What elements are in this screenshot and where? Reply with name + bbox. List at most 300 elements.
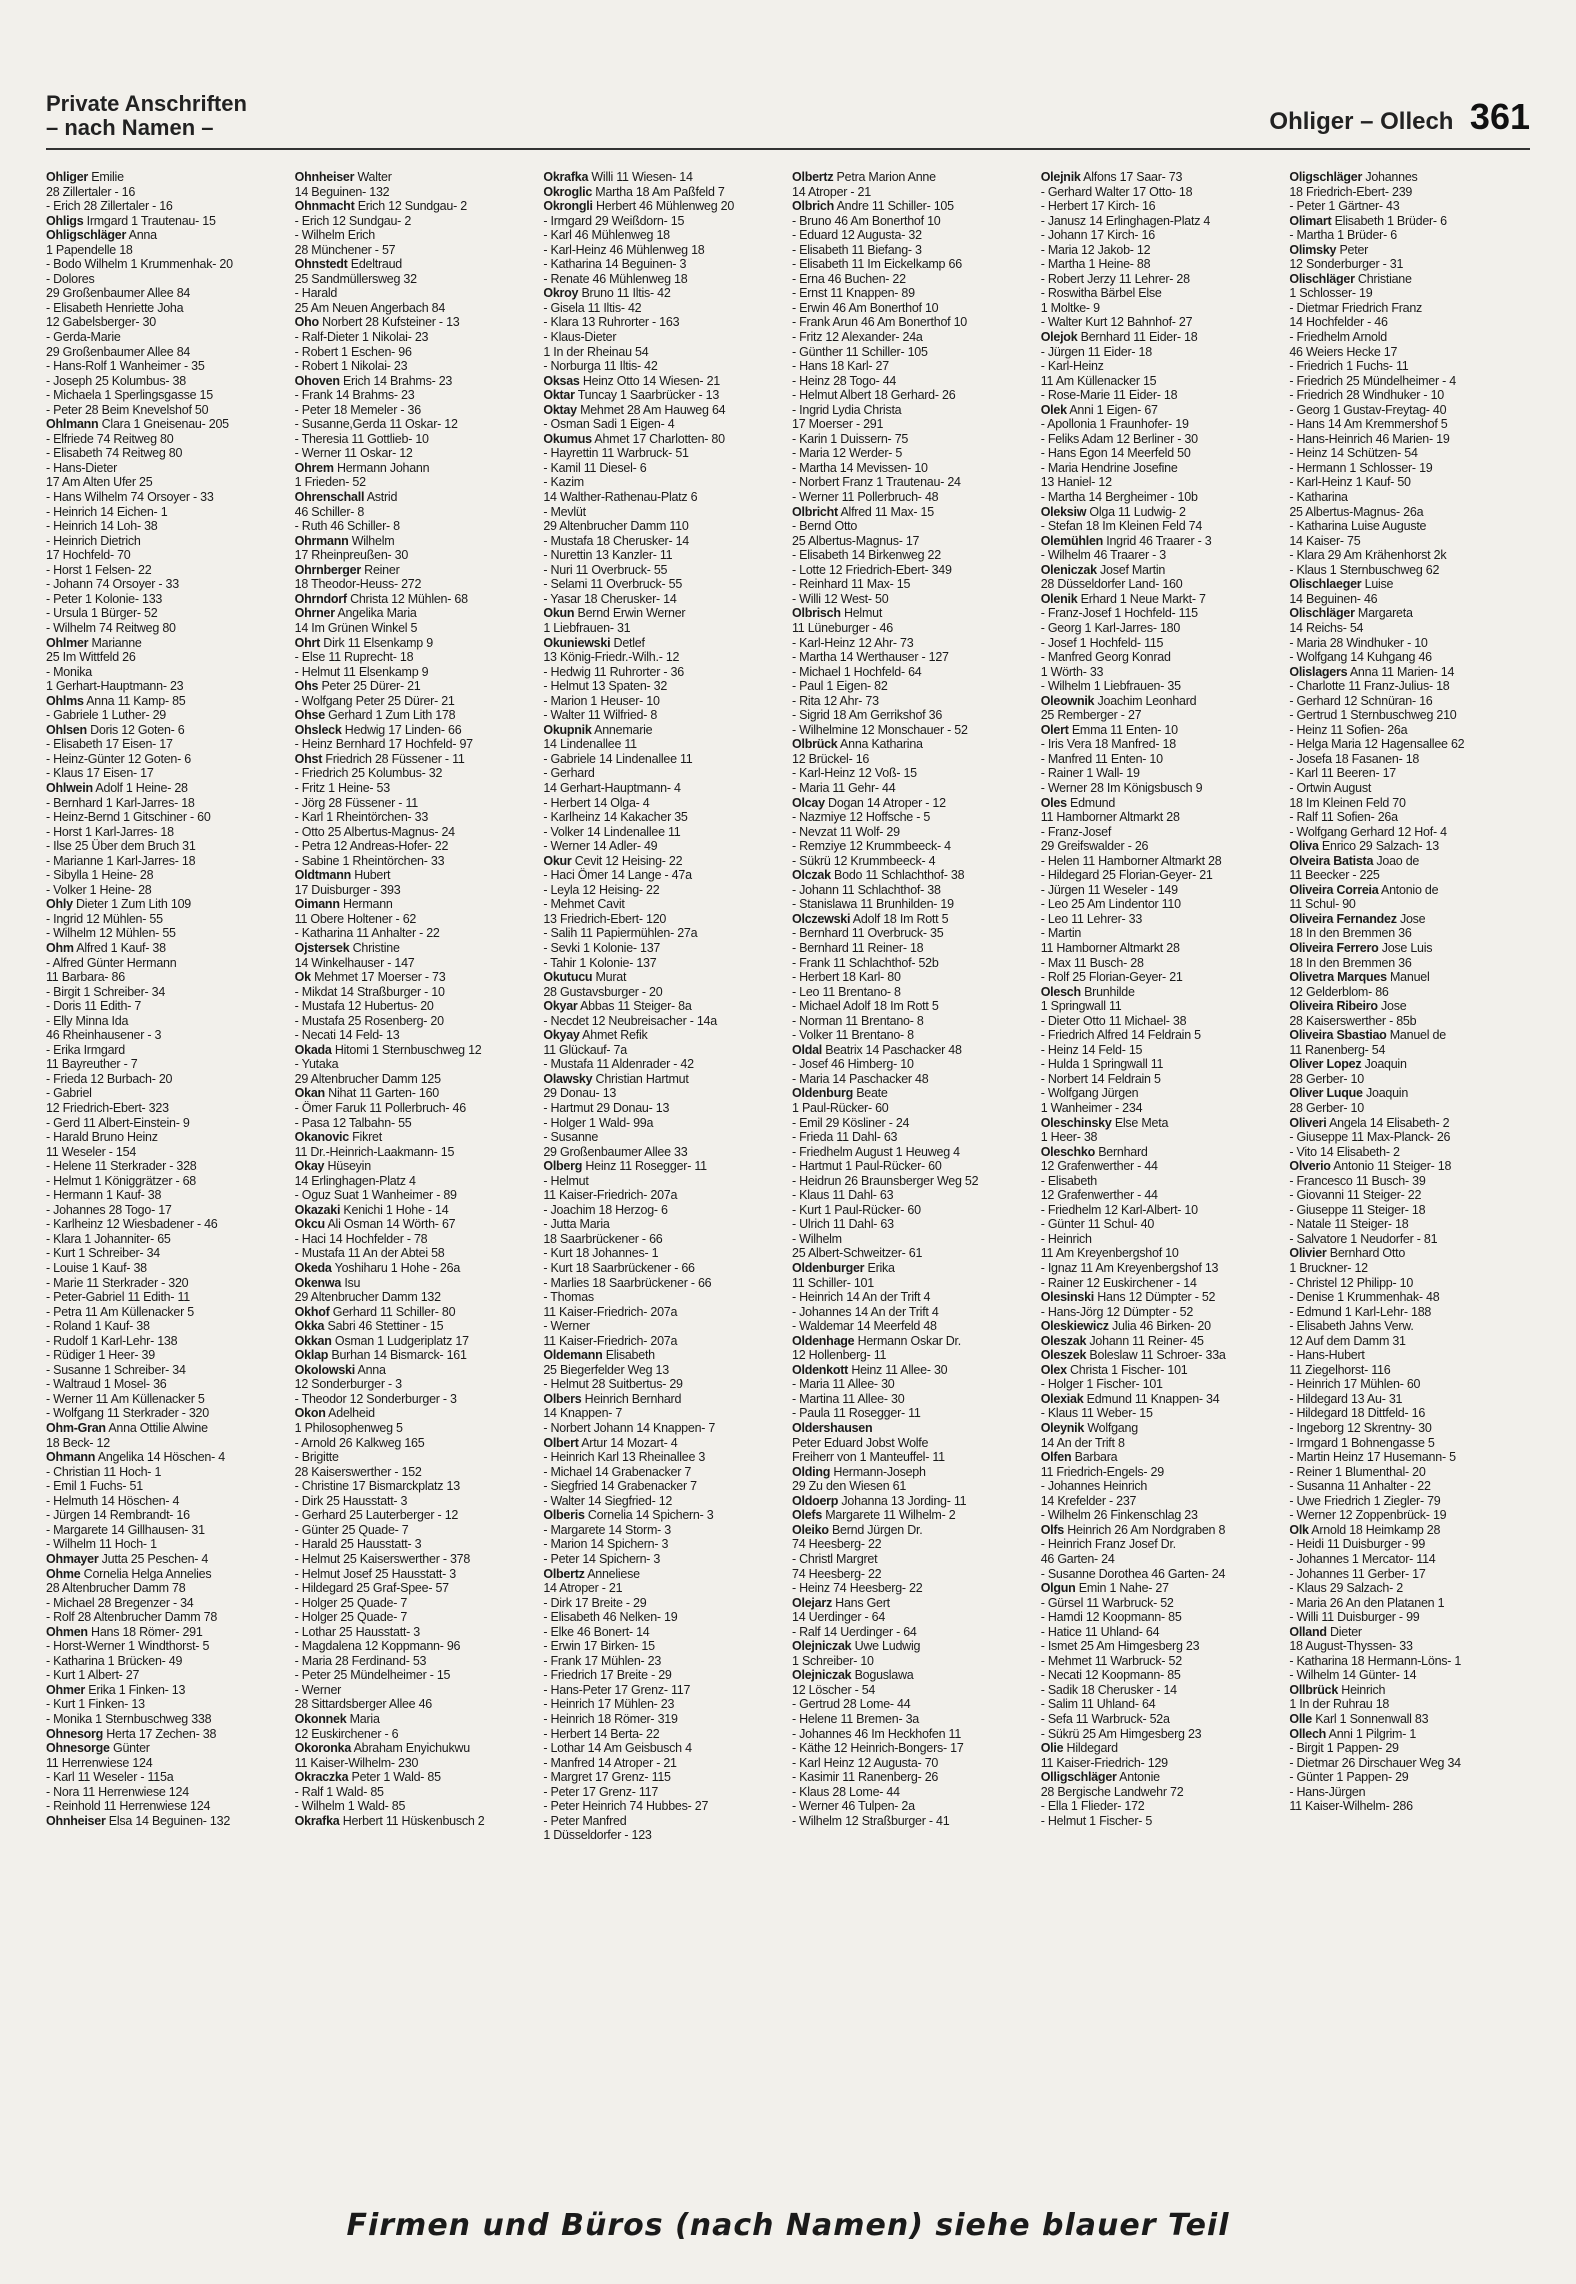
directory-entry: 1 Düsseldorfer - 123 [543,1828,652,1843]
directory-entry: - Karl Heinz 12 Augusta- 70 [792,1755,939,1770]
directory-entry: Oliver Luque Joaquin [1289,1086,1409,1101]
directory-entry: - Ilse 25 Über dem Bruch 31 [46,839,196,854]
directory-entry: - Friedhelm 12 Karl-Albert- 10 [1040,1202,1198,1217]
directory-entry: - Martin [1040,926,1082,941]
directory-entry: - Holger 25 Quade- 7 [294,1610,408,1625]
surname: Okrafka [294,1813,340,1828]
directory-entry: - Kurt 1 Albert- 27 [46,1668,140,1683]
directory-entry: Okcu Ali Osman 14 Wörth- 67 [294,1217,456,1232]
directory-entry: Peter Eduard Jobst Wolfe [792,1435,929,1450]
directory-entry: - Christel 12 Philipp- 10 [1289,1275,1414,1290]
directory-entry: Okoronka Abraham Enyichukwu [294,1741,470,1756]
directory-entry: - Sigrid 18 Am Gerrikshof 36 [792,708,943,723]
directory-entry: - Wilhelm Erich [294,228,375,243]
directory-entry: - Hildegard 25 Graf-Spee- 57 [294,1581,449,1596]
directory-entry: - Salim 11 Uhland- 64 [1040,1697,1156,1712]
directory-entry: - Werner [543,1319,590,1334]
directory-entry: - Michael Adolf 18 Im Rott 5 [792,999,939,1014]
directory-entry: - Günter 11 Schul- 40 [1040,1217,1155,1232]
directory-entry: - Monika 1 Sternbuschweg 338 [46,1711,212,1726]
directory-entry: - Kurt 1 Paul-Rücker- 60 [792,1202,921,1217]
directory-entry: - Klaus 11 Dahl- 63 [792,1188,894,1203]
directory-entry: - Heinz 14 Schützen- 54 [1289,446,1418,461]
directory-entry: 17 Duisburger - 393 [294,882,401,897]
directory-entry: Ojstersek Christine [294,940,400,955]
directory-entry: 13 König-Friedr.-Wilh.- 12 [543,650,680,665]
directory-entry: - Katharina [1289,490,1348,505]
directory-entry: - Frank 11 Schlachthof- 52b [792,955,939,970]
directory-entry: Okumus Ahmet 17 Charlotten- 80 [543,431,725,446]
directory-entry: 11 Bayreuther - 7 [46,1057,138,1072]
directory-entry: Oldoerp Johanna 13 Jording- 11 [792,1493,967,1508]
directory-entry: 11 Ziegelhorst- 116 [1289,1362,1391,1377]
directory-entry: - Hermann 1 Schlosser- 19 [1289,460,1433,475]
surname: Okyay [543,1028,580,1043]
directory-entry: - Heinz Bernhard 17 Hochfeld- 97 [294,737,473,752]
surname: Ohoven [294,373,340,388]
directory-entry: 18 Theodor-Heuss- 272 [294,577,422,592]
surname: Olimsky [1289,242,1337,257]
directory-entry: Ohmen Hans 18 Römer- 291 [46,1624,203,1639]
directory-entry: 11 Hamborner Altmarkt 28 [1040,810,1180,825]
directory-entry: - Monika [46,664,92,679]
surname: Oliver Luque [1289,1086,1363,1101]
directory-entry: - Katharina 18 Hermann-Löns- 1 [1289,1653,1462,1668]
directory-entry: - Robert 1 Nikolai- 23 [294,359,408,374]
directory-entry: Olle Karl 1 Sonnenwall 83 [1289,1711,1429,1726]
directory-entry: - Doris 11 Edith- 7 [46,999,142,1014]
directory-entry: - Heinrich Dietrich [46,533,141,548]
directory-entry: Olbert Artur 14 Mozart- 4 [543,1435,678,1450]
directory-entry: Olbricht Alfred 11 Max- 15 [792,504,934,519]
directory-entry: Oleszek Boleslaw 11 Schroer- 33a [1040,1348,1226,1363]
surname: Okutucu [543,970,593,985]
directory-entry: Okrafka Willi 11 Wiesen- 14 [543,170,693,184]
directory-entry: - Peter Manfred [543,1813,627,1828]
surname: Ohligschläger [46,228,127,243]
directory-entry: - Michael 14 Grabenacker 7 [543,1464,692,1479]
directory-entry: - Peter 17 Grenz- 117 [543,1784,659,1799]
directory-entry: Okyar Abbas 11 Steiger- 8a [543,999,692,1014]
directory-entry: Oleynik Wolfgang [1040,1421,1138,1436]
directory-entry: - Wolfgang Gerhard 12 Hof- 4 [1289,824,1447,839]
directory-entry: 28 Kaiserswerther - 85b [1289,1013,1417,1028]
directory-entry: - Petra 12 Andreas-Hofer- 22 [294,839,449,854]
directory-entry: - Manfred 11 Enten- 10 [1040,751,1163,766]
directory-entry: 11 Hamborner Altmarkt 28 [1040,940,1180,955]
directory-entry: Ohnheiser Walter [294,170,392,184]
directory-entry: 1 Schreiber- 10 [792,1653,874,1668]
surname: Olischläger [1289,271,1355,286]
surname: Oliveri [1289,1115,1327,1130]
directory-entry: - Volker 11 Brentano- 8 [792,1028,914,1043]
directory-entry: Olbers Heinrich Bernhard [543,1391,682,1406]
surname: Olex [1040,1362,1067,1377]
surname: Ohlmer [46,635,89,650]
directory-entry: Ohse Gerhard 1 Zum Lith 178 [294,708,456,723]
directory-entry: - Mehmet 11 Warbruck- 52 [1040,1653,1182,1668]
directory-entry: 74 Heesberg- 22 [792,1566,882,1581]
directory-entry: - Haci 14 Hochfelder - 78 [294,1231,428,1246]
directory-entry: - Yutaka [294,1057,339,1072]
directory-entry: - Mikdat 14 Straßburger - 10 [294,984,445,999]
directory-entry: - Salvatore 1 Neudorfer - 81 [1289,1231,1438,1246]
directory-entry: - Karlheinz 14 Kakacher 35 [543,810,688,825]
directory-entry: - Martha 14 Mevissen- 10 [792,460,928,475]
directory-entry: Ohnheiser Elsa 14 Beguinen- 132 [46,1813,231,1828]
directory-entry: - Ralf 14 Uerdinger - 64 [792,1624,917,1639]
directory-entry: - Dolores [46,271,95,286]
directory-entry: - Paul 1 Eigen- 82 [792,679,888,694]
directory-entry: - Helene 11 Sterkrader - 328 [46,1159,197,1174]
directory-entry: - Kamil 11 Diesel- 6 [543,460,647,475]
surname: Olbert [543,1435,579,1450]
directory-entry: - Hayrettin 11 Warbruck- 51 [543,446,689,461]
directory-entry: Okutucu Murat [543,970,627,985]
directory-entry: - Jürgen 14 Rembrandt- 16 [46,1508,190,1523]
directory-entry: - Nora 11 Herrenwiese 124 [46,1784,189,1799]
directory-entry: - Kurt 18 Johannes- 1 [543,1246,659,1261]
surname: Olert [1040,722,1069,737]
directory-entry: - Friedhelm Arnold [1289,330,1387,345]
directory-entry: - Lothar 14 Am Geisbusch 4 [543,1741,692,1756]
directory-entry: 12 Gabelsberger- 30 [46,315,156,330]
directory-entry: - Norbert 14 Feldrain 5 [1040,1071,1161,1086]
directory-entry: 11 Schiller- 101 [792,1275,874,1290]
directory-entry: Oktar Tuncay 1 Saarbrücker - 13 [543,388,720,403]
directory-entry: 14 Erlinghagen-Platz 4 [294,1173,416,1188]
surname: Oliveira Ribeiro [1289,999,1378,1014]
directory-entry: - Dietmar 26 Dirschauer Weg 34 [1289,1755,1461,1770]
directory-entry: - Hans-Hubert [1289,1348,1365,1363]
directory-entry: 25 Remberger - 27 [1040,708,1142,723]
directory-entry: 11 Barbara- 86 [46,970,125,985]
directory-entry: - Heinz-Bernd 1 Gitschiner - 60 [46,810,211,825]
directory-entry: - Elisabeth 11 Im Eickelkamp 66 [792,257,962,272]
directory-entry: Oliveira Ferrero Jose Luis [1289,940,1433,955]
directory-entry: Olejok Bernhard 11 Eider- 18 [1040,330,1198,345]
directory-entry: - Selami 11 Overbruck- 55 [543,577,683,592]
directory-entry: 1 Wörth- 33 [1040,664,1104,679]
surname: Olveira Batista [1289,853,1374,868]
directory-entry: - Wilhelm 14 Günter- 14 [1289,1668,1417,1683]
directory-entry: Olischläger Margareta [1289,606,1413,621]
directory-entry: Oleschinsky Else Meta [1040,1115,1169,1130]
directory-entry: 11 Kaiser-Friedrich- 207a [543,1304,678,1319]
surname: Ohrndorf [294,591,347,606]
directory-entry: - Hans 14 Am Kremmershof 5 [1289,417,1448,432]
directory-entry: - Susanne 1 Schreiber- 34 [46,1362,186,1377]
directory-entry: - Helmut 25 Kaiserswerther - 378 [294,1551,471,1566]
directory-entry: - Maria Hendrine Josefine [1040,460,1178,475]
directory-entry: - Klara 13 Ruhrorter - 163 [543,315,680,330]
directory-entry: - Frank 14 Brahms- 23 [294,388,415,403]
directory-entry: - Franz-Josef 1 Hochfeld- 115 [1040,606,1198,621]
surname: Olenik [1040,591,1078,606]
directory-entry: - Hans-Jürgen [1289,1784,1366,1799]
directory-entry: Oldenkott Heinz 11 Allee- 30 [792,1362,948,1377]
surname: Okupnik [543,722,592,737]
directory-entry: Oldtmann Hubert [294,868,391,883]
directory-entry: - Holger 25 Quade- 7 [294,1595,408,1610]
directory-entry: Olberis Cornelia 14 Spichern- 3 [543,1508,714,1523]
surname: Okraczka [294,1770,349,1785]
directory-entry: - Edmund 1 Karl-Lehr- 188 [1289,1304,1432,1319]
directory-entry: 18 Friedrich-Ebert- 239 [1289,184,1413,199]
directory-entry: Olejnik Alfons 17 Saar- 73 [1040,170,1183,184]
surname: Olbers [543,1391,582,1406]
directory-entry: Ohrenschall Astrid [294,490,398,505]
directory-entry: - Elisabeth Henriette Joha [46,300,184,315]
directory-entry: 11 Weseler - 154 [46,1144,137,1159]
directory-entry: Olenik Erhard 1 Neue Markt- 7 [1040,591,1206,606]
directory-entry: - Friedhelm August 1 Heuweg 4 [792,1144,960,1159]
directory-entry: - Heidrun 26 Braunsberger Weg 52 [792,1173,979,1188]
directory-entry: - Mustafa 11 Aldenrader - 42 [543,1057,694,1072]
surname: Okoronka [294,1741,352,1756]
directory-entry: 25 Sandmüllersweg 32 [294,271,417,286]
directory-entry: 1 Liebfrauen- 31 [543,620,631,635]
directory-entry: - Irmgard 1 Bohnengasse 5 [1289,1435,1435,1450]
directory-entry: Olimsky Peter [1289,242,1369,257]
directory-entry: 17 Hochfeld- 70 [46,548,131,563]
directory-entry: - Sibylla 1 Heine- 28 [46,868,154,883]
directory-entry: Olek Anni 1 Eigen- 67 [1040,402,1158,417]
surname: Okumus [543,431,592,446]
surname: Okroglic [543,184,593,199]
directory-entry: - Willi 11 Duisburger - 99 [1289,1610,1420,1625]
directory-entry: - Tahir 1 Kolonie- 137 [543,955,657,970]
directory-entry: - Ulrich 11 Dahl- 63 [792,1217,894,1232]
directory-entry: - Giovanni 11 Steiger- 22 [1289,1188,1422,1203]
directory-entry: - Harald 25 Hausstatt- 3 [294,1537,422,1552]
surname: Ohmann [46,1450,96,1465]
directory-entry: - Apollonia 1 Fraunhofer- 19 [1040,417,1189,432]
directory-entry: - Magdalena 12 Koppmann- 96 [294,1639,461,1654]
directory-entry: - Ernst 11 Knappen- 89 [792,286,915,301]
directory-entry: - Leo 25 Am Lindentor 110 [1040,897,1181,912]
directory-entry: - Johannes 1 Mercator- 114 [1289,1551,1436,1566]
directory-entry: - Werner 28 Im Königsbusch 9 [1040,780,1203,795]
directory-entry: - Erwin 46 Am Bonerthof 10 [792,300,939,315]
surname: Olfen [1040,1450,1072,1465]
directory-entry: 12 Hollenberg- 11 [792,1348,887,1363]
directory-entry: - Norburga 11 Iltis- 42 [543,359,658,374]
directory-entry: - Bruno 46 Am Bonerthof 10 [792,213,941,228]
directory-entry: - Kurt 1 Schreiber- 34 [46,1246,160,1261]
directory-entry: - Peter 1 Gärtner- 43 [1289,199,1400,214]
directory-entry: Olligschläger Antonie [1040,1770,1160,1785]
surname: Oleiko [792,1522,829,1537]
directory-entry: - Horst-Werner 1 Windthorst- 5 [46,1639,210,1654]
directory-entry: Oklap Burhan 14 Bismarck- 161 [294,1348,467,1363]
directory-entry: 1 Moltke- 9 [1040,300,1100,315]
directory-entry: 46 Schiller- 8 [294,504,365,519]
directory-entry: - Katharina 11 Anhalter - 22 [294,926,440,941]
directory-entry: 11 Kaiser-Friedrich- 129 [1040,1755,1168,1770]
surname: Okkan [294,1333,332,1348]
surname: Oldershausen [792,1421,873,1436]
surname: Oho [294,315,319,330]
surname: Olbrich [792,199,835,214]
directory-entry: Oliveira Fernandez Jose [1289,911,1426,926]
surname: Olcay [792,795,825,810]
directory-entry: - Necati 12 Koopmann- 85 [1040,1668,1181,1683]
directory-entry: - Fritz 1 Heine- 53 [294,780,390,795]
directory-entry: - Hans 18 Karl- 27 [792,359,889,374]
directory-entry: - Hans-Peter 17 Grenz- 117 [543,1682,691,1697]
directory-entry: Olbertz Petra Marion Anne [792,170,936,184]
surname: Olawsky [543,1071,593,1086]
directory-entry: Ohmann Angelika 14 Höschen- 4 [46,1450,225,1465]
directory-entry: - Heinz-Günter 12 Goten- 6 [46,751,191,766]
directory-entry: Ohrner Angelika Maria [294,606,417,621]
directory-entry: Okon Adelheid [294,1406,375,1421]
directory-entry: - Gerhard 12 Schnüran- 16 [1289,693,1433,708]
directory-entry: 14 Beguinen- 46 [1289,591,1378,606]
surname: Okyar [543,999,578,1014]
directory-entry: - Gerhard Walter 17 Otto- 18 [1040,184,1193,199]
directory-entry: - Werner 14 Adler- 49 [543,839,658,854]
directory-entry: - Helene 11 Bremen- 3a [792,1711,919,1726]
directory-entry: - Nevzat 11 Wolf- 29 [792,824,900,839]
surname: Okada [294,1042,332,1057]
surname: Olland [1289,1624,1327,1639]
directory-entry: - Walter 14 Siegfried- 12 [543,1493,673,1508]
directory-entry: - Heinrich 14 Loh- 38 [46,519,158,534]
directory-entry: - Hulda 1 Springwall 11 [1040,1057,1164,1072]
directory-entry: - Sadik 18 Cherusker - 14 [1040,1682,1177,1697]
directory-entry: Olfs Heinrich 26 Am Nordgraben 8 [1040,1522,1226,1537]
directory-entry: - Haci Ömer 14 Lange - 47a [543,868,692,883]
directory-entry: 25 Im Wittfeld 26 [46,650,136,665]
directory-entry: - Dirk 17 Breite - 29 [543,1595,647,1610]
directory-entry: - Friedrich 25 Mündelheimer - 4 [1289,373,1456,388]
directory-entry: - Dieter Otto 11 Michael- 38 [1040,1013,1187,1028]
directory-entry: - Hans-Dieter [46,460,118,475]
directory-entry: Olesinski Hans 12 Dümpter - 52 [1040,1290,1216,1305]
directory-entry: 14 Walther-Rathenau-Platz 6 [543,490,698,505]
directory-entry: Ohst Friedrich 28 Füssener - 11 [294,751,465,766]
directory-entry: Ohm-Gran Anna Ottilie Alwine [46,1421,208,1436]
directory-entry: Okenwa Isu [294,1275,361,1290]
directory-entry: - Otto 25 Albertus-Magnus- 24 [294,824,455,839]
surname: Oligschläger [1289,170,1363,184]
surname: Ohm-Gran [46,1421,106,1436]
directory-entry: - Dirk 25 Hausstatt- 3 [294,1493,408,1508]
surname: Ohrmann [294,533,349,548]
surname: Olejarz [792,1595,832,1610]
surname: Okay [294,1159,325,1174]
directory-entry: Ohlmer Marianne [46,635,142,650]
directory-entry: Okhof Gerhard 11 Schiller- 80 [294,1304,456,1319]
directory-entry: - Birgit 1 Pappen- 29 [1289,1741,1399,1756]
directory-entry: Ollech Anni 1 Pilgrim- 1 [1289,1726,1417,1741]
directory-entry: - Klaus 17 Eisen- 17 [46,766,154,781]
surname: Ohs [294,679,319,694]
directory-entry: - Brigitte [294,1450,339,1465]
directory-entry: - Reinhold 11 Herrenwiese 124 [46,1799,211,1814]
directory-entry: - Wilhelm 26 Finkenschlag 23 [1040,1508,1198,1523]
directory-entry: - Eduard 12 Augusta- 32 [792,228,922,243]
directory-entry: 1 Papendelle 18 [46,242,133,257]
surname: Olimart [1289,213,1332,228]
directory-entry: 17 Moerser - 291 [792,417,884,432]
surname: Ollech [1289,1726,1327,1741]
surname: Olk [1289,1522,1309,1537]
directory-entry: 14 Knappen- 7 [543,1406,623,1421]
directory-entry: Olivier Bernhard Otto [1289,1246,1406,1261]
directory-entry: Olding Hermann-Joseph [792,1464,926,1479]
directory-entry: - Sefa 11 Warbruck- 52a [1040,1711,1170,1726]
directory-entry: - Hildegard 18 Dittfeld- 16 [1289,1406,1426,1421]
surname: Ohrt [294,635,321,650]
directory-entry: - Heinz 74 Heesberg- 22 [792,1581,923,1596]
directory-entry: 25 Albert-Schweitzer- 61 [792,1246,923,1261]
directory-entry: 29 Donau- 13 [543,1086,617,1101]
directory-entry: 29 Großenbaumer Allee 84 [46,344,191,359]
surname: Oimann [294,897,340,912]
directory-entry: - Gerd 11 Albert-Einstein- 9 [46,1115,190,1130]
surname: Olbrück [792,737,838,752]
directory-entry: 25 Am Neuen Angerbach 84 [294,300,446,315]
surname: Olie [1040,1741,1064,1756]
directory-entry: - Giuseppe 11 Steiger- 18 [1289,1202,1426,1217]
directory-entry: Okuniewski Detlef [543,635,645,650]
surname: Oleksiw [1040,504,1087,519]
directory-entry: 28 Gustavsburger - 20 [543,984,663,999]
directory-entry: - Elisabeth 17 Eisen- 17 [46,737,173,752]
directory-entry: - Werner 11 Am Küllenacker 5 [46,1391,205,1406]
directory-entry: 74 Heesberg- 22 [792,1537,882,1552]
directory-entry: - Helmut 1 Fischer- 5 [1040,1813,1153,1828]
directory-entry: - Johannes 46 Im Heckhofen 11 [792,1726,962,1741]
directory-entry: - Gerhard [543,766,595,781]
directory-entry: - Werner 12 Zoppenbrück- 19 [1289,1508,1447,1523]
directory-entry: - Werner 11 Pollerbruch- 48 [792,490,939,505]
directory-entry: - Friedrich 1 Fuchs- 11 [1289,359,1409,374]
surname: Oleskiewicz [1040,1319,1109,1334]
directory-entry: - Leyla 12 Heising- 22 [543,882,660,897]
directory-entry: - Wilhelm 1 Liebfrauen- 35 [1040,679,1181,694]
directory-entry: - Michael 1 Hochfeld- 64 [792,664,922,679]
directory-entry: - Maria 14 Paschacker 48 [792,1071,929,1086]
surname: Olczewski [792,911,851,926]
directory-entry: 12 Grafenwerther - 44 [1040,1188,1158,1203]
directory-entry: - Martha 1 Brüder- 6 [1289,228,1397,243]
directory-entry: 12 Grafenwerther - 44 [1040,1159,1158,1174]
directory-entry: Olveira Batista Joao de [1289,853,1420,868]
directory-column [543,170,784,2130]
surname: Okeda [294,1261,332,1276]
directory-entry: Oleskiewicz Julia 46 Birken- 20 [1040,1319,1211,1334]
directory-entry: Okroy Bruno 11 Iltis- 42 [543,286,671,301]
directory-entry: 11 Schul- 90 [1289,897,1356,912]
directory-entry: - Elly Minna Ida [46,1013,129,1028]
directory-entry: Olfen Barbara [1040,1450,1118,1465]
directory-entry: 1 Philosophenweg 5 [294,1421,403,1436]
directory-entry: - Herbert 17 Kirch- 16 [1040,199,1156,214]
directory-entry: - Mustafa 18 Cherusker- 14 [543,533,689,548]
directory-entry: 11 Glückauf- 7a [543,1042,627,1057]
directory-entry: - Emil 1 Fuchs- 51 [46,1479,143,1494]
directory-entry: - Johann 11 Schlachthof- 38 [792,882,941,897]
directory-entry: Ohoven Erich 14 Brahms- 23 [294,373,453,388]
directory-entry: - Karl 46 Mühlenweg 18 [543,228,670,243]
directory-entry: - Klara 1 Johanniter- 65 [46,1231,171,1246]
directory-entry: - Klaus-Dieter [543,330,617,345]
directory-entry: Ohrmann Wilhelm [294,533,395,548]
